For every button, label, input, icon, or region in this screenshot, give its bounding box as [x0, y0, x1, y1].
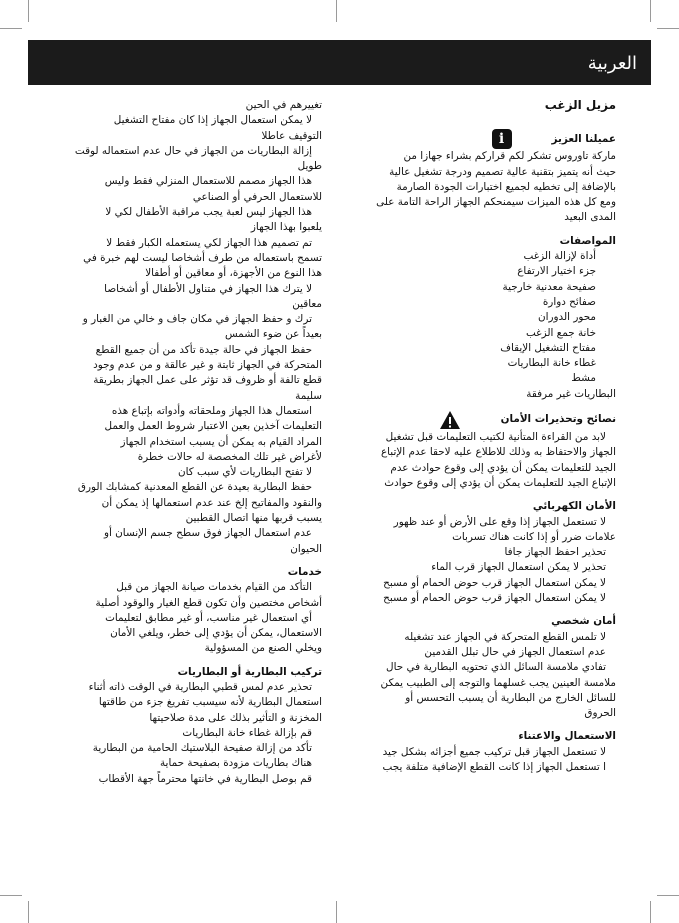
- service-line: أي استعمال غير مناسب، أو غير مطابق لتعليمات: [105, 611, 312, 624]
- left-column: [46, 98, 322, 787]
- spec-item: محور الدوران: [537, 311, 596, 324]
- use-line: ا تستعمل الجهاز إذا كانت القطع الإضافية متلفة يجب: [382, 760, 606, 773]
- warning-icon: [439, 410, 461, 430]
- personal-heading: أمان شخصي: [551, 615, 616, 628]
- body-line: لأغراض غير تلك المخصصة له حالات خطرة: [137, 450, 322, 463]
- spec-note: البطاريات غير مرفقة: [526, 387, 616, 400]
- body-line: لا يترك هذا الجهاز في متناول الأطفال أو أشخاصا: [104, 282, 312, 295]
- right-column: [350, 98, 616, 775]
- crop-mark: [336, 901, 337, 923]
- body-line: ترك و حفظ الجهاز في مكان جاف و خالي من الغبار و: [82, 313, 312, 326]
- battery-line: المخزنة و التأثير بذلك على مدة صلاحيتها: [149, 711, 322, 724]
- body-line: للاستعمال الحرفي أو الصناعي: [192, 190, 322, 203]
- body-line: عدم استعمال الجهاز فوق سطح جسم الإنسان أو: [103, 527, 312, 540]
- electric-line: لا يمكن استعمال الجهاز قرب حوض الحمام أو مسبح: [383, 592, 606, 605]
- battery-heading: تركيب البطارية أو البطاريات: [177, 665, 322, 678]
- battery-line: استعمال البطارية لأنه سيسبب تفريغ جزء من طاقتها: [98, 696, 322, 709]
- body-line: يسبب قربها منها اتصال القطبين: [185, 512, 322, 525]
- battery-line: هناك بطاريات مزودة بصفيحة حماية: [159, 757, 312, 770]
- greeting: عميلنا العزيز: [551, 132, 616, 145]
- crop-mark: [28, 901, 29, 923]
- body-line: استعمال هذا الجهاز وملحقاته وأدواته بإتباع هذه: [111, 404, 312, 417]
- body-line: معاقين: [292, 297, 322, 310]
- body-line: يلعبوا بهذا الجهاز: [250, 221, 322, 234]
- body-line: لا تفتح البطاريات لأي سبب كان: [177, 466, 312, 479]
- crop-mark: [650, 0, 651, 22]
- spec-item: خانة جمع الزغب: [525, 326, 596, 339]
- personal-line: لا تلمس القطع المتحركة في الجهاز عند تشغيله: [404, 630, 606, 643]
- safety-line: لابد من القراءة المتأنية لكتيب التعليمات قبل تشغيل: [385, 431, 606, 444]
- body-line: هذا الجهاز مصمم للاستعمال المنزلي فقط وليس: [104, 175, 312, 188]
- safety-line: الإتباع الجيد للتعليمات يمكن أن يؤدي إلى وقوع حوادث: [384, 476, 616, 489]
- body-line: الحيوان: [290, 542, 322, 555]
- electric-line: لا يمكن استعمال الجهاز قرب حوض الحمام أو مسبح: [383, 576, 606, 589]
- body-line: سليمة: [295, 389, 322, 402]
- service-heading: خدمات: [287, 565, 322, 578]
- body-line: حفظ الجهاز في حالة جيدة تأكد من أن جميع القطع: [95, 343, 312, 356]
- battery-line: قم بإزالة غطاء خانة البطاريات: [182, 726, 312, 739]
- spec-item: صفائح دوارة: [542, 295, 596, 308]
- service-line: الاستعمال، يمكن أن يؤدي إلى خطر، ويلغي الأمان: [110, 627, 322, 640]
- body-line: المتحركة في الجهاز ثابتة و غير عالقة و من عدم وجود: [93, 359, 322, 372]
- safety-row: [350, 410, 616, 430]
- crop-mark: [657, 28, 679, 29]
- body-line: لا يمكن استعمال الجهاز إذا كان مفتاح التشغيل: [113, 114, 312, 127]
- personal-line: للسائل الخارج من البطارية أن يسبب التحسس أو: [405, 691, 616, 704]
- intro-line: حيث أنه يتميز بتقنية عالية تصميم ودرجة تشغيل عالية: [389, 165, 616, 178]
- intro-line: ومع كل هذه الميزات سيمنحكم الجهاز الراحة التامة على: [376, 196, 616, 209]
- spec-item: غطاء خانة البطاريات: [507, 357, 596, 370]
- warning-line: تحذير لا يمكن استعمال الجهاز قرب الماء: [431, 561, 606, 574]
- safety-line: الجهاز والاحتفاظ به وذلك للاطلاع عليه لاحقا عدم الإتباع: [380, 446, 616, 459]
- body-line: تسمح باستعماله من طرف أشخاصا ليست لهم خبرة في: [83, 251, 322, 264]
- crop-mark: [0, 895, 22, 896]
- electric-heading: الأمان الكهربائي: [532, 500, 616, 513]
- body-line: طويل: [297, 160, 322, 173]
- body-line: إزالة البطاريات من الجهاز في حال عدم استعماله لوقت: [74, 144, 312, 157]
- product-title: مزيل الزغب: [544, 98, 616, 112]
- crop-mark: [650, 901, 651, 923]
- intro-line: المدى البعيد: [564, 211, 616, 224]
- greeting-row: [350, 129, 616, 149]
- body-line: هذا الجهاز ليس لعبة يجب مراقبة الأطفال لكي لا: [105, 206, 312, 219]
- safety-heading: نصائح وتحذيرات الأمان: [500, 413, 616, 426]
- spec-item: مفتاح التشغيل الإيقاف: [500, 341, 596, 354]
- personal-line: ملامسة العينين يجب غسلهما والتوجه إلى الطبيب يمكن: [380, 676, 616, 689]
- body-line: بعيداً عن ضوء الشمس: [224, 328, 322, 341]
- body-line: تغييرهم في الحين: [245, 99, 322, 111]
- intro-line: بالإضافة إلى تخطيه لجميع اختبارات الجودة الصارمة: [396, 180, 616, 193]
- intro-line: ماركة تاوروس تشكر لكم قراركم بشراء جهازا من: [403, 150, 616, 163]
- body-line: التعليمات آخذين بعين الاعتبار شروط العمل والعمل: [104, 420, 322, 433]
- body-line: قطع تالفة أو ظروف قد تؤثر على عمل الجهاز بطريقة: [93, 374, 322, 387]
- body-line: تم تصميم هذا الجهاز لكي يستعمله الكبار فقط لا: [106, 236, 312, 249]
- crop-mark: [0, 28, 22, 29]
- info-icon: i: [492, 129, 512, 149]
- battery-line: تأكد من إزالة صفيحة البلاستيك الحامية من البطارية: [92, 742, 312, 755]
- body-line: المراد القيام به يمكن أن يسبب استخدام الجهاز: [120, 435, 322, 448]
- language-header-bar: [28, 40, 651, 85]
- body-line: هذا النوع من الأجهزة، أو معاقين أو أطفالا: [145, 267, 322, 280]
- specs-heading: المواصفات: [559, 234, 616, 247]
- battery-line: تحذير عدم لمس قطبي البطارية في الوقت ذاته أثناء: [88, 680, 312, 693]
- service-line: ويخلي الصنع من المسؤولية: [204, 642, 322, 655]
- body-line: حفظ البطارية بعيدة عن القطع المعدنية كمشابك الورق: [77, 481, 312, 494]
- service-line: أشخاص مختصين وأن تكون قطع الغيار والوقود أصلية: [95, 596, 322, 609]
- personal-line: عدم استعمال الجهاز في حال تبلل القدمين: [424, 645, 606, 658]
- crop-mark: [657, 895, 679, 896]
- battery-line: قم بوصل البطارية في خانتها محترماً جهة الأقطاب: [98, 772, 312, 785]
- spec-item: أداة لإزالة الزغب: [523, 250, 596, 263]
- electric-line: لا تستعمل الجهاز إذا وقع على الأرض أو عند ظهور: [393, 515, 606, 528]
- spec-item: مشط: [571, 372, 596, 385]
- body-line: التوقيف عاطلا: [261, 129, 322, 142]
- spec-item: جزء اختيار الارتفاع: [517, 265, 596, 278]
- use-heading: الاستعمال والاعتناء: [518, 730, 616, 743]
- use-line: لا تستعمل الجهاز قبل تركيب جميع أجزائه بشكل جيد: [382, 745, 606, 758]
- personal-line: الحروق: [584, 707, 616, 720]
- crop-mark: [28, 0, 29, 22]
- warning-line: تحذير احفظ الجهاز جافا: [504, 546, 606, 559]
- spec-item: صفيحة معدنية خارجية: [502, 280, 596, 293]
- crop-mark: [336, 0, 337, 22]
- body-line: والنقود والمفاتيح إلخ عند عدم استعمالها إذ يمكن أن: [101, 496, 322, 509]
- service-line: التأكد من القيام بخدمات صيانة الجهاز من قبل: [116, 581, 312, 594]
- safety-line: الجيد للتعليمات يمكن أن يؤدي إلى وقوع حوادث عدم: [390, 461, 616, 474]
- personal-line: تفادي ملامسة السائل الذي تحتويه البطارية في حال: [386, 661, 606, 674]
- electric-line: علامات ضرر أو إذا كانت هناك تسربات: [452, 530, 616, 543]
- language-title: العربية: [587, 53, 637, 74]
